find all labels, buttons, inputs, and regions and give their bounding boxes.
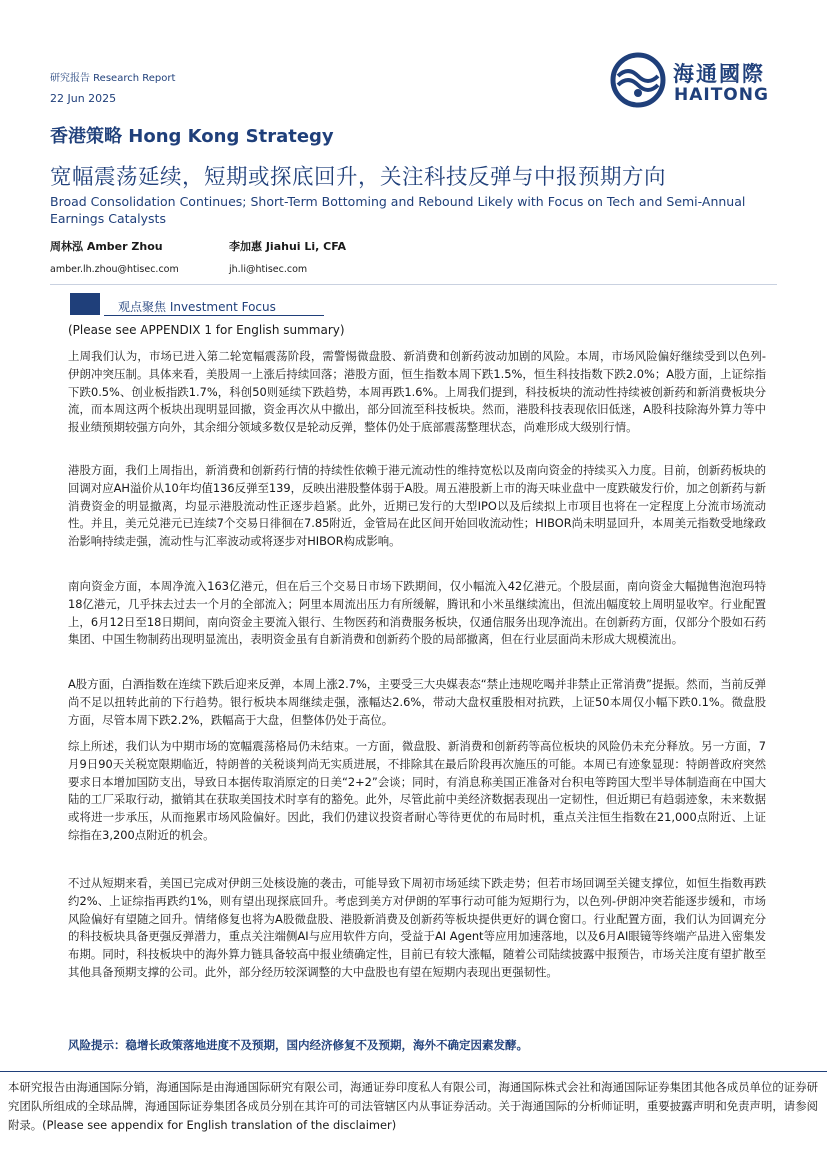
divider (50, 284, 777, 285)
author-name: 李加惠 Jiahui Li, CFA (229, 240, 347, 253)
divider (0, 1071, 827, 1072)
section-heading: 观点聚焦 Investment Focus (118, 300, 276, 314)
divider (104, 315, 324, 316)
logo-text-cn: 海通國際 (673, 62, 765, 86)
body-paragraph: 上周我们认为，市场已进入第二轮宽幅震荡阶段，需警惕微盘股、新消费和创新药波动加剧的风险。本周，市场风险偏好继续受到以色列-伊朗冲突压制。具体来看，美股周一上涨后持续回落；港股方面，恒生指数本周下跌1.5%，恒生科技指数下跌2.0%；A股方面，上证综指下跌0.5%、创业板指跌1.7%，科创50则延续下跌趋势，本周再跌1.6%。上周我们提到，科技板块的流动性持续被创新药和新消费板块分流，而本周这两个板块出现明显回撤，资金再次从中撤出，部分回流至科技板块。然而，港股科技表现依旧低迷，A股科技除海外算力等中报业绩预期较强方向外，其余细分领域多数仅是轮动反弹，整体仍处于底部震荡整理状态，尚难形成大级别行情。 (68, 349, 766, 435)
appendix-note: (Please see APPENDIX 1 for English summary) (68, 323, 345, 337)
logo-text-en: HAITONG (674, 85, 769, 105)
report-title-cn: 宽幅震荡延续，短期或探底回升，关注科技反弹与中报预期方向 (50, 165, 667, 190)
focus-marker (70, 293, 100, 315)
author-name: 周林泓 Amber Zhou (50, 240, 163, 253)
body-paragraph: 港股方面，我们上周指出，新消费和创新药行情的持续性依赖于港元流动性的维持宽松以及南向资金的持续买入力度。目前，创新药板块的回调对应AH溢价从10年均值136反弹至139，反映出港股整体弱于A股。周五港股新上市的海天味业盘中一度跌破发行价，加之创新药与新消费资金的明显撤离，均显示港股流动性正逐步趋紧。此外，近期已发行的大型IPO以及后续拟上市项目也将在一定程度上分流市场流动性。并且，美元兑港元已连续7个交易日徘徊在7.85附近，金管局在此区间开始回收流动性；HIBOR尚未明显回升，本周美元指数受地缘政治影响持续走强，流动性与汇率波动或将逐步对HIBOR构成影响。 (68, 463, 766, 549)
report-date: 22 Jun 2025 (50, 92, 117, 105)
haitong-logo (610, 52, 780, 108)
body-paragraph: A股方面，白酒指数在连续下跌后迎来反弹，本周上涨2.7%，主要受三大央媒表态“禁止违规吃喝并非禁止正常消费”提振。然而，当前反弹尚不足以扭转此前的下行趋势。银行板块本周继续走强，涨幅达2.6%，带动大盘权重股相对抗跌，上证50本周仅小幅下跌0.1%。微盘股方面，尽管本周下跌2.2%，跌幅高于大盘，但整体仍处于高位。 (68, 677, 766, 727)
haitong-emblem-icon (610, 52, 668, 108)
disclaimer: 本研究报告由海通国际分销，海通国际是由海通国际研究有限公司，海通证券印度私人有限公司，海通国际株式会社和海通国际证券集团其他各成员单位的证券研究团队所组成的全球品牌，海通国际证券集团各成员分别在其许可的司法管辖区内从事证券活动。关于海通国际的分析师证明，重要披露声明和免责声明，请参阅附录。(Please see appendix for English translation of the disclaimer) (8, 1080, 818, 1132)
strategy-label: 香港策略 Hong Kong Strategy (50, 126, 334, 147)
author-email[interactable]: jh.li@htisec.com (229, 264, 308, 275)
report-title-en: Broad Consolidation Continues; Short-Term Bottoming and Rebound Likely with Focus on Tech and Semi-Annual Earnings Catalysts (50, 194, 746, 226)
report-type: 研究报告 Research Report (50, 73, 176, 84)
risk-warning: 风险提示：稳增长政策落地进度不及预期，国内经济修复不及预期，海外不确定因素发酵。 (68, 1038, 528, 1052)
body-paragraph: 不过从短期来看，美国已完成对伊朗三处核设施的袭击，可能导致下周初市场延续下跌走势；但若市场回调至关键支撑位，如恒生指数再跌约2%、上证综指再跌约1%，则有望出现探底回升。考虑到美方对伊朗的军事行动可能为短期行为，以色列-伊朗冲突若能逐步缓和，市场风险偏好有望随之回升。情绪修复也将为A股微盘股、港股新消费及创新药等板块提供更好的调仓窗口。行业配置方面，我们认为回调充分的科技板块具备更强反弹潜力，重点关注端侧AI与应用软件方向，受益于AI Agent等应用加速落地，以及6月AI眼镜等终端产品进入密集发布期。同时，科技板块中的海外算力链具备较高中报业绩确定性，目前已有较大涨幅，随着公司陆续披露中报预告，市场关注度有望扩散至其他具备预期支撑的公司。此外，部分经历较深调整的大中盘股也有望在短期内表现出更强韧性。 (68, 876, 766, 979)
body-paragraph: 综上所述，我们认为中期市场的宽幅震荡格局仍未结束。一方面，微盘股、新消费和创新药等高位板块的风险仍未充分释放。另一方面，7月9日90天关税宽限期临近，特朗普的关税谈判尚无实质进展，不排除其在最后阶段再次施压的可能。本周已有迹象显现：特朗普政府突然要求日本增加国防支出，导致日本据传取消原定的日美“2+2”会谈；同时，有消息称美国正准备对台积电等跨国大型半导体制造商在中国大陆的工厂采取行动，撤销其在获取美国技术时享有的豁免。此外，尽管此前中美经济数据表现出一定韧性，但近期已有趋弱迹象，未来数据或将进一步承压，从而拖累市场风险偏好。因此，我们仍建议投资者耐心等待更优的布局时机，重点关注恒生指数在21,000点附近、上证综指在3,200点附近的机会。 (68, 739, 766, 842)
body-paragraph: 南向资金方面，本周净流入163亿港元，但在后三个交易日市场下跌期间，仅小幅流入42亿港元。个股层面，南向资金大幅抛售泡泡玛特18亿港元，几乎抹去过去一个月的全部流入；阿里本周流出压力有所缓解，腾讯和小米虽继续流出，但流出幅度较上周明显收窄。行业配置上，6月12日至18日期间，南向资金主要流入银行、生物医药和消费服务板块，仅通信服务出现净流出。在创新药方面，仅部分个股如石药集团、中国生物制药出现明显流出，表明资金虽有自新消费和创新药个股的局部撤离，但在行业层面尚未形成大规模流出。 (68, 579, 766, 647)
author-email[interactable]: amber.lh.zhou@htisec.com (50, 264, 179, 275)
